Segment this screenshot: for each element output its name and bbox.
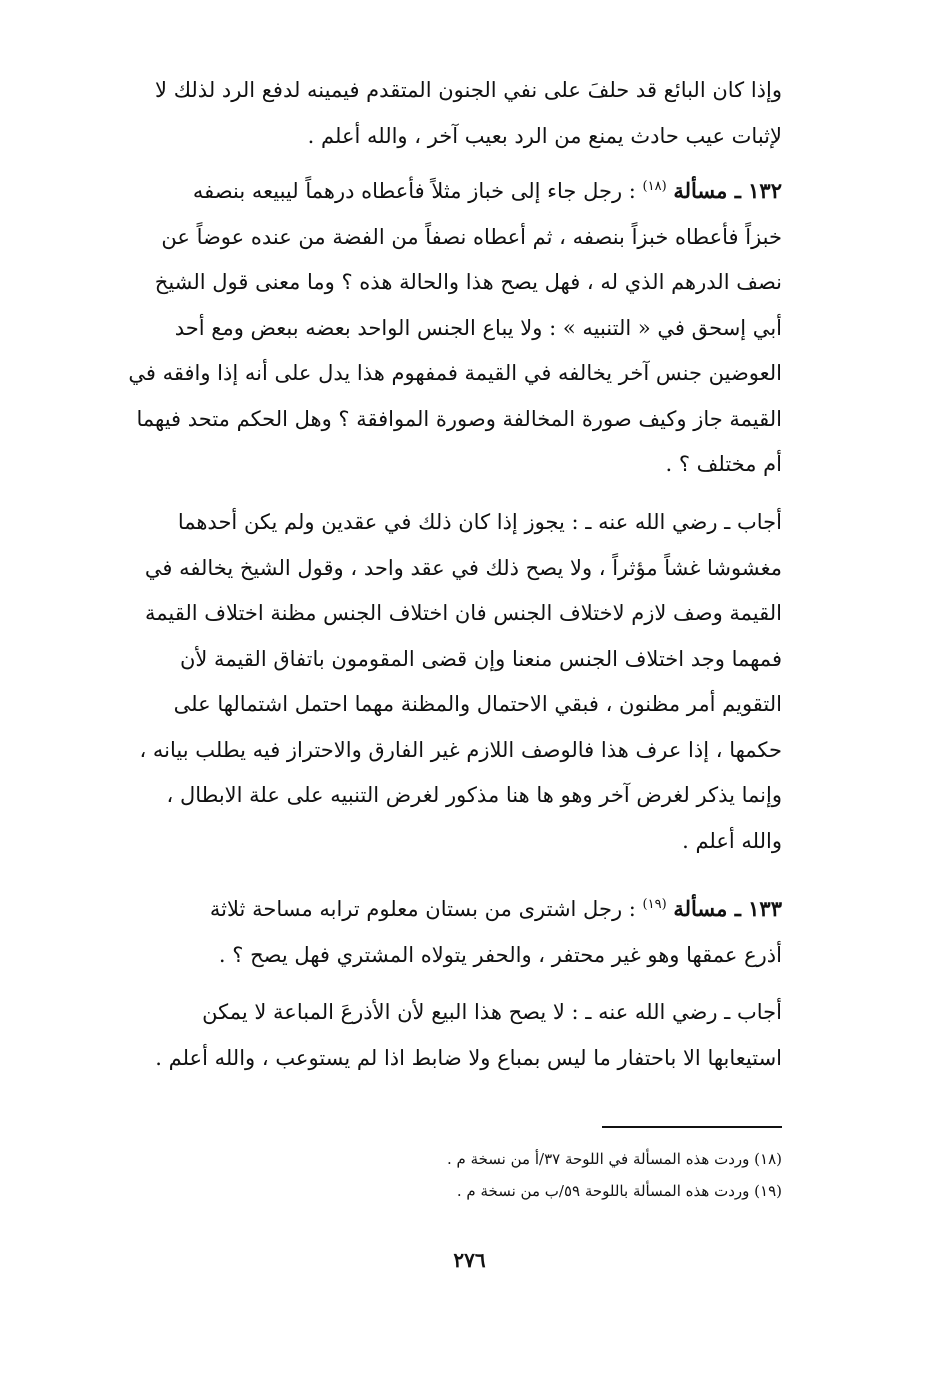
question-number-label: ١٣٢ ـ مسألة [673, 178, 782, 203]
text-line: والله أعلم . [682, 828, 782, 853]
answer-132 [76, 500, 782, 864]
text-line: القيمة وصف لازم لاختلاف الجنس فان اختلاف الجنس مظنة اختلاف القيمة [145, 601, 782, 625]
text-line-content: : رجل جاء إلى خباز مثلاً فأعطاه درهماً ليبيعه بنصفه [192, 179, 636, 203]
footnotes [76, 1143, 782, 1207]
answer-label: أجاب ـ رضي الله عنه ـ : [571, 1000, 782, 1024]
text-line [76, 500, 782, 546]
text-line: لإثبات عيب حادث يمنع من الرد بعيب آخر ، والله أعلم . [307, 123, 782, 148]
text-line: وإنما يذكر لغرض آخر وهو ها هنا مذكور لغرض التنبيه على علة الابطال ، [166, 783, 782, 807]
text-line: فمهما وجد اختلاف الجنس منعنا وإن قضى المقومون باتفاق القيمة لأن [179, 646, 782, 671]
question-133 [76, 886, 782, 978]
text-line: نصف الدرهم الذي له ، فهل يصح هذا والحالة هذه ؟ وما معنى قول الشيخ [154, 270, 782, 294]
answer-label: أجاب ـ رضي الله عنه ـ : [571, 510, 782, 534]
text-line [76, 990, 782, 1036]
page-number: ٢٧٦ [453, 1248, 486, 1272]
footnote-ref: (١٨) [642, 179, 667, 194]
question-132 [76, 168, 782, 488]
text-line: أبي إسحق في « التنبيه » : ولا يباع الجنس الواحد بعضه ببعض ومع أحد [174, 315, 782, 340]
question-number-label: ١٣٣ ـ مسألة [673, 896, 782, 921]
text-line-content: : رجل اشترى من بستان معلوم ترابه مساحة ثلاثة [209, 897, 636, 921]
text-line: العوضين جنس آخر يخالفه في القيمة فمفهوم هذا يدل على أنه إذا وافقه في [128, 361, 782, 385]
text-line: استيعابها الا باحتفار ما ليس بمباع ولا ضابط اذا لم يستوعب ، والله أعلم . [155, 1045, 782, 1070]
footnote-item: (١٨) وردت هذه المسألة في اللوحة ٣٧/أ من نسخة م . [446, 1150, 782, 1168]
text-line: خبزاً فأعطاه خبزاً بنصفه ، ثم أعطاه نصفاً من الفضة من عنده عوضاً عن [161, 224, 782, 249]
text-line-content: يجوز إذا كان ذلك في عقدين ولم يكن أحدهما [177, 510, 565, 534]
text-line: التقويم أمر مظنون ، فبقي الاحتمال والمظنة مهما احتمل اشتمالها على [173, 692, 782, 716]
text-line: وإذا كان البائع قد حلفَ على نفي الجنون المتقدم فيمينه لدفع الرد لذلك لا [155, 78, 782, 102]
footnote-divider [602, 1126, 782, 1128]
intro-paragraph [76, 68, 782, 159]
text-line: القيمة جاز وكيف صورة المخالفة وصورة الموافقة ؟ وهل الحكم متحد فيهما [136, 406, 782, 431]
text-line-content: لا يصح هذا البيع لأن الأذرعَ المباعة لا يمكن [202, 1000, 565, 1024]
text-line: مغشوشا غشاً مؤثراً ، ولا يصح ذلك في عقد واحد ، وقول الشيخ يخالفه في [144, 555, 782, 580]
answer-133 [76, 990, 782, 1081]
text-line: حكمها ، إذا عرف هذا فالوصف اللازم غير الفارق والاحتراز فيه يطلب بيانه ، [139, 737, 782, 762]
text-line [76, 886, 782, 933]
footnote-item: (١٩) وردت هذه المسألة باللوحة ٥٩/ب من نسخة م . [456, 1182, 782, 1200]
text-line: أذرع عمقها وهو غير محتفر ، والحفر يتولاه المشتري فهل يصح ؟ . [218, 942, 782, 967]
text-line [76, 168, 782, 215]
text-line: أم مختلف ؟ . [665, 452, 782, 476]
footnote-ref: (١٩) [642, 897, 667, 912]
